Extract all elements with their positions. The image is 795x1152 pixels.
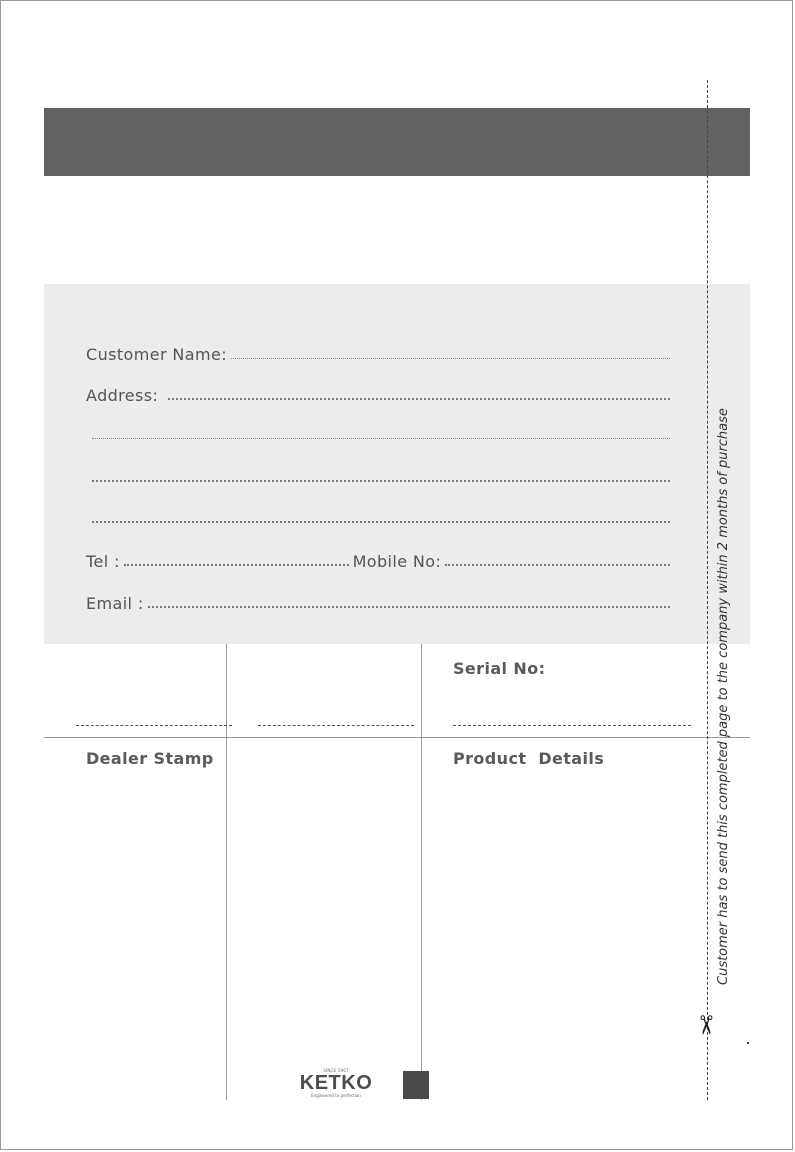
brand-logo — [290, 1068, 382, 1102]
address-field-line-3[interactable] — [92, 480, 670, 482]
mobile-field[interactable] — [445, 564, 670, 566]
logo-brand-text: KETKO — [299, 1072, 373, 1094]
email-label: Email : — [86, 594, 144, 613]
tel-mobile-row — [86, 549, 670, 571]
corner-mark — [747, 1042, 749, 1044]
column-divider-1 — [226, 644, 227, 1100]
submission-note: Customer has to send this completed page to the company within 2 months of purchase — [716, 408, 731, 985]
header-band — [44, 108, 750, 176]
logo-tagline: Engineered to perfection — [311, 1093, 361, 1098]
page-marker-square — [403, 1071, 429, 1099]
customer-info-panel — [44, 284, 750, 644]
logo-since-text: SINCE 1967 — [323, 1068, 349, 1073]
tel-field[interactable] — [124, 564, 349, 566]
date-field-line[interactable] — [258, 725, 414, 726]
address-row — [86, 383, 670, 405]
address-field-line-2[interactable] — [92, 438, 670, 439]
dealer-stamp-label: Dealer Stamp — [86, 749, 214, 768]
customer-name-field[interactable] — [231, 358, 670, 359]
serial-no-label: Serial No: — [453, 659, 546, 678]
tel-label: Tel : — [86, 552, 120, 571]
customer-name-label: Customer Name: — [86, 345, 227, 364]
product-details-label: Product Details — [453, 749, 605, 768]
serial-no-field-line[interactable] — [453, 725, 691, 726]
email-field[interactable] — [148, 606, 670, 608]
mobile-label: Mobile No: — [352, 552, 442, 571]
scissors-icon: ✂ — [689, 1014, 720, 1036]
address-label: Address: — [86, 386, 159, 405]
dealer-field-line[interactable] — [76, 725, 232, 726]
column-divider-2 — [421, 644, 422, 1100]
section-divider — [44, 737, 750, 738]
customer-name-row — [86, 342, 670, 364]
address-field-line-1[interactable] — [168, 398, 670, 400]
cut-line — [707, 80, 708, 1100]
email-row — [86, 591, 670, 613]
address-field-line-4[interactable] — [92, 521, 670, 523]
